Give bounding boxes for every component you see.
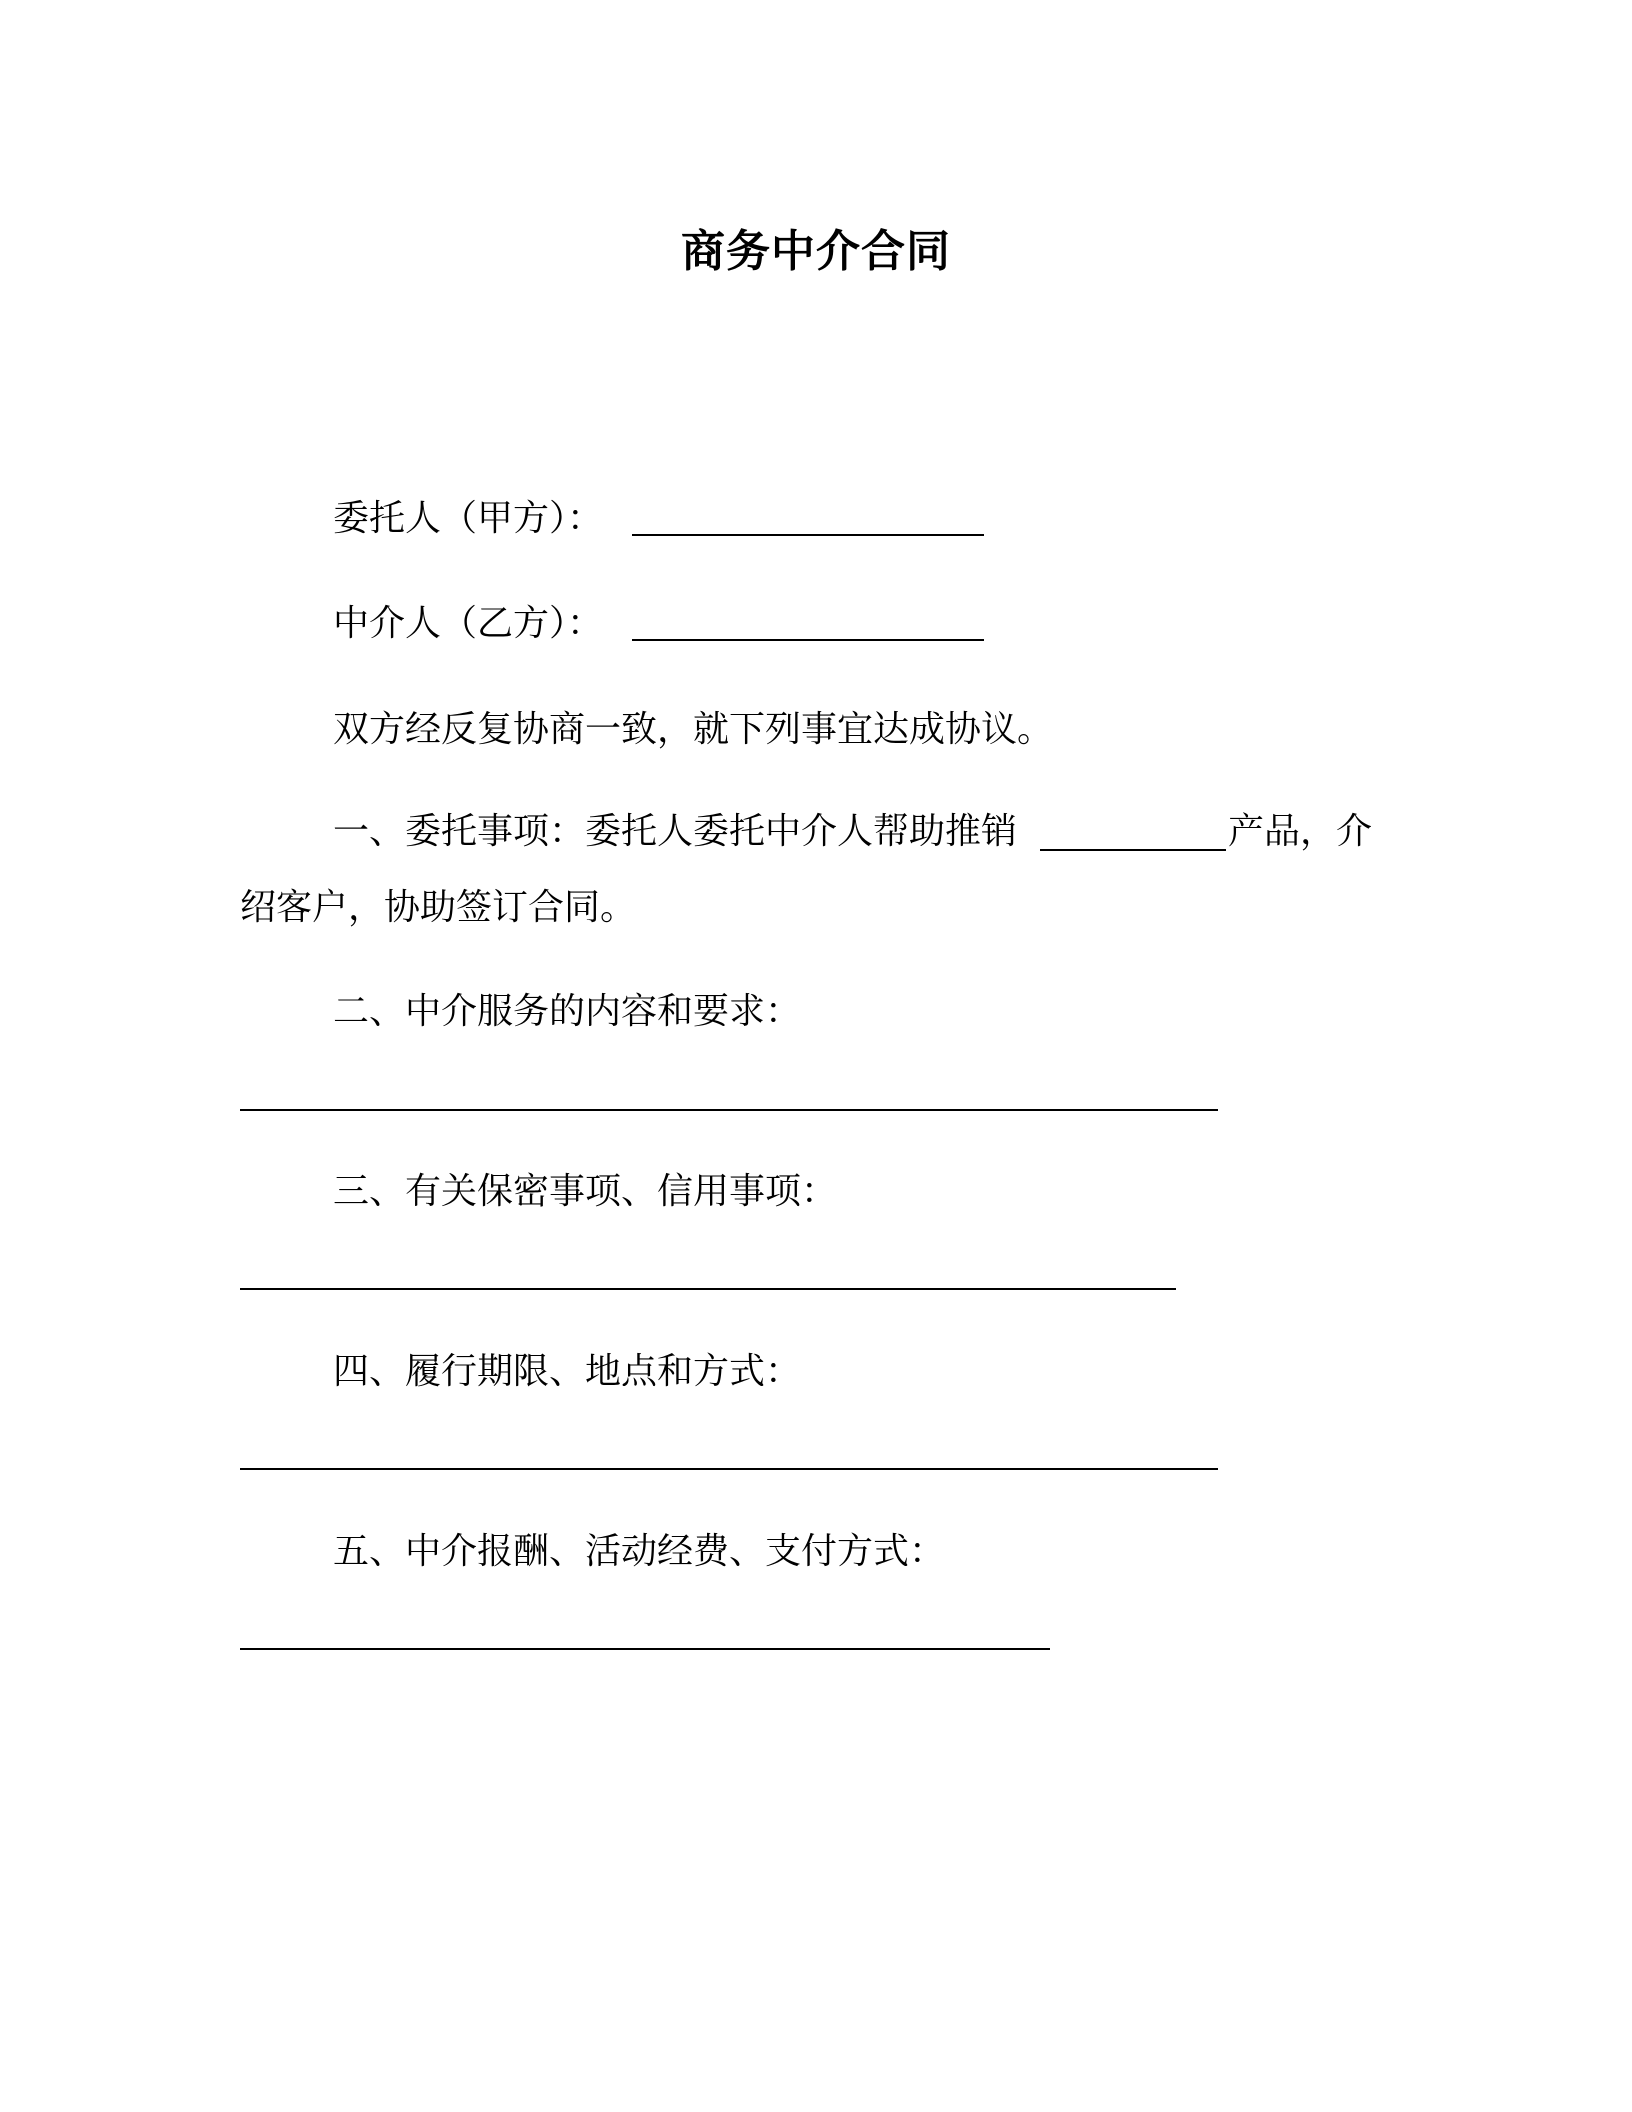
party-a-blank xyxy=(632,534,984,536)
clause-2-heading: 二、中介服务的内容和要求： xyxy=(333,991,802,1032)
clause-2-blank xyxy=(240,1109,1218,1111)
clause-4-blank xyxy=(240,1468,1218,1470)
party-a-line xyxy=(333,495,603,543)
clause-1-product-blank xyxy=(1040,849,1226,851)
party-b-blank xyxy=(632,639,984,641)
clause-5-heading: 五、中介报酬、活动经费、支付方式： xyxy=(333,1531,946,1572)
document-title: 商务中介合同 xyxy=(681,226,951,277)
clause-5-blank xyxy=(240,1648,1050,1650)
clause-1-first-line xyxy=(333,808,1017,856)
party-b-line xyxy=(333,600,603,648)
intro-paragraph: 双方经反复协商一致，就下列事宜达成协议。 xyxy=(333,709,1054,750)
clause-1-text-a: 一、委托事项：委托人委托中介人帮助推销 xyxy=(333,811,1018,852)
clause-4-heading: 四、履行期限、地点和方式： xyxy=(333,1351,802,1392)
clause-3-heading: 三、有关保密事项、信用事项： xyxy=(333,1171,838,1212)
party-b-label: 中介人（乙方）： xyxy=(333,603,604,644)
party-a-label: 委托人（甲方）： xyxy=(333,498,604,539)
clause-3-blank xyxy=(240,1288,1176,1290)
clause-1-text-c: 绍客户，协助签订合同。 xyxy=(240,887,637,928)
clause-1-text-b: 产品，介 xyxy=(1228,811,1373,852)
